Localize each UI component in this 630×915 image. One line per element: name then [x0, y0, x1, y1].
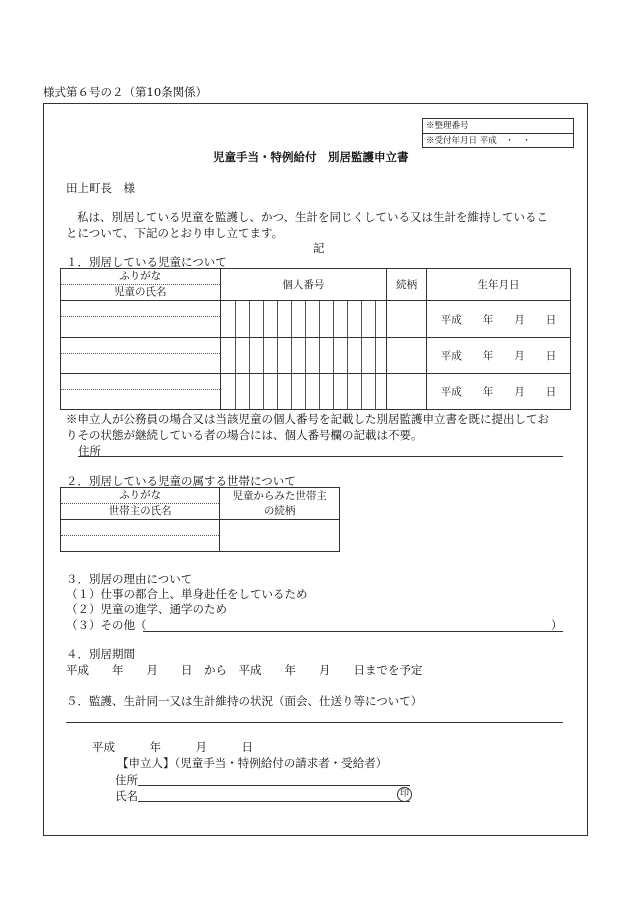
section4-heading: ４．別居期間 [66, 647, 135, 661]
page-title: 児童手当・特例給付 別居監護申立書 [213, 150, 409, 164]
applicant-address-field[interactable] [138, 785, 410, 786]
signature-date[interactable]: 平成 年 月 日 [92, 740, 253, 754]
applicant-address-label: 住所 [115, 773, 138, 787]
head-furigana-field[interactable] [61, 520, 219, 536]
separation-period[interactable]: 平成 年 月 日 から 平成 年 月 日までを予定 [66, 663, 423, 677]
note-line-1: ※申立人が公務員の場合又は当該児童の個人番号を記載した別居監護申立書を既に提出してお [66, 412, 549, 426]
head-relation-header-cell [220, 488, 340, 520]
relation-cell[interactable] [387, 338, 427, 374]
reason-3-close: ） [551, 618, 563, 632]
section1-heading: １．別居している児童について [66, 255, 227, 269]
section3-heading: ３．別居の理由について [66, 572, 193, 586]
section5-field[interactable] [66, 722, 563, 723]
ki-mark: 記 [313, 241, 325, 255]
applicant-name-label: 氏名 [115, 789, 138, 803]
child-name-cell[interactable] [61, 338, 221, 374]
head-name-header-cell [61, 488, 220, 520]
birthdate-header: 生年月日 [427, 269, 571, 301]
table-row [61, 520, 340, 552]
relation-cell[interactable] [387, 301, 427, 338]
personal-number-cell[interactable] [220, 301, 387, 338]
child-furigana-field[interactable] [61, 374, 220, 390]
child-name-cell[interactable] [61, 301, 221, 338]
table-row [61, 338, 571, 374]
birthdate-cell[interactable]: 平成 年 月 日 [427, 338, 571, 374]
birthdate-cell[interactable]: 平成 年 月 日 [427, 301, 571, 338]
note-line-2: りその状態が継続している者の場合には、個人番号欄の記載は不要。 [66, 428, 423, 442]
child-name-cell[interactable] [61, 374, 221, 410]
child-furigana-header: ふりがな [61, 269, 220, 285]
section5-heading: ５．監護、生計同一又は生計維持の状況（面会、仕送り等について） [66, 694, 423, 708]
children-table [60, 268, 571, 410]
head-relation-header-1: 児童からみた世帯主 [232, 489, 327, 502]
seal-mark: 印 [397, 787, 412, 802]
reason-3-field[interactable] [143, 631, 563, 632]
relation-cell[interactable] [387, 374, 427, 410]
body-line-2: とについて、下記のとおり申し立てます。 [66, 226, 284, 240]
personal-number-header: 個人番号 [220, 269, 387, 301]
table-row [61, 301, 571, 338]
table-row [61, 374, 571, 410]
body-line-1: 私は、別居している児童を監護し、かつ、生計を同じくしている又は生計を維持しているこ [77, 210, 549, 224]
reason-1[interactable]: （１）仕事の都合上、単身赴任をしているため [66, 587, 308, 601]
reason-2[interactable]: （２）児童の進学、通学のため [66, 602, 227, 616]
reception-number[interactable]: ※整理番号 [426, 121, 469, 131]
relation-header: 続柄 [387, 269, 427, 301]
applicant-label: 【申立人】（児童手当・特例給付の請求者・受給者） [117, 756, 388, 770]
child-furigana-field[interactable] [61, 338, 220, 354]
child-name-header: 児童の氏名 [114, 286, 167, 298]
children-table-header [61, 269, 571, 301]
reason-3[interactable]: （３）その他（ [66, 618, 147, 632]
household-table [60, 487, 340, 552]
household-table-header [61, 488, 340, 520]
addressee: 田上町長 様 [66, 181, 135, 195]
form-number: 様式第６号の２（第10条関係） [43, 85, 208, 99]
child-name-header-cell [61, 269, 221, 301]
section2-heading: ２．別居している児童の属する世帯について [66, 474, 296, 488]
reception-box [422, 118, 574, 148]
section1-address-label: 住所 [78, 444, 101, 458]
section1-address-field[interactable] [78, 456, 563, 457]
head-name-cell[interactable] [61, 520, 220, 552]
head-name-header: 世帯主の氏名 [108, 505, 172, 517]
personal-number-cell[interactable] [220, 374, 387, 410]
head-relation-header-2: の続柄 [263, 504, 296, 517]
head-relation-cell[interactable] [220, 520, 340, 552]
applicant-name-field[interactable] [138, 801, 410, 802]
child-furigana-field[interactable] [61, 301, 220, 317]
head-furigana-header: ふりがな [61, 488, 219, 504]
birthdate-cell[interactable]: 平成 年 月 日 [427, 374, 571, 410]
personal-number-cell[interactable] [220, 338, 387, 374]
reception-date[interactable]: ※受付年月日 平成 ・ ・ [423, 133, 573, 147]
